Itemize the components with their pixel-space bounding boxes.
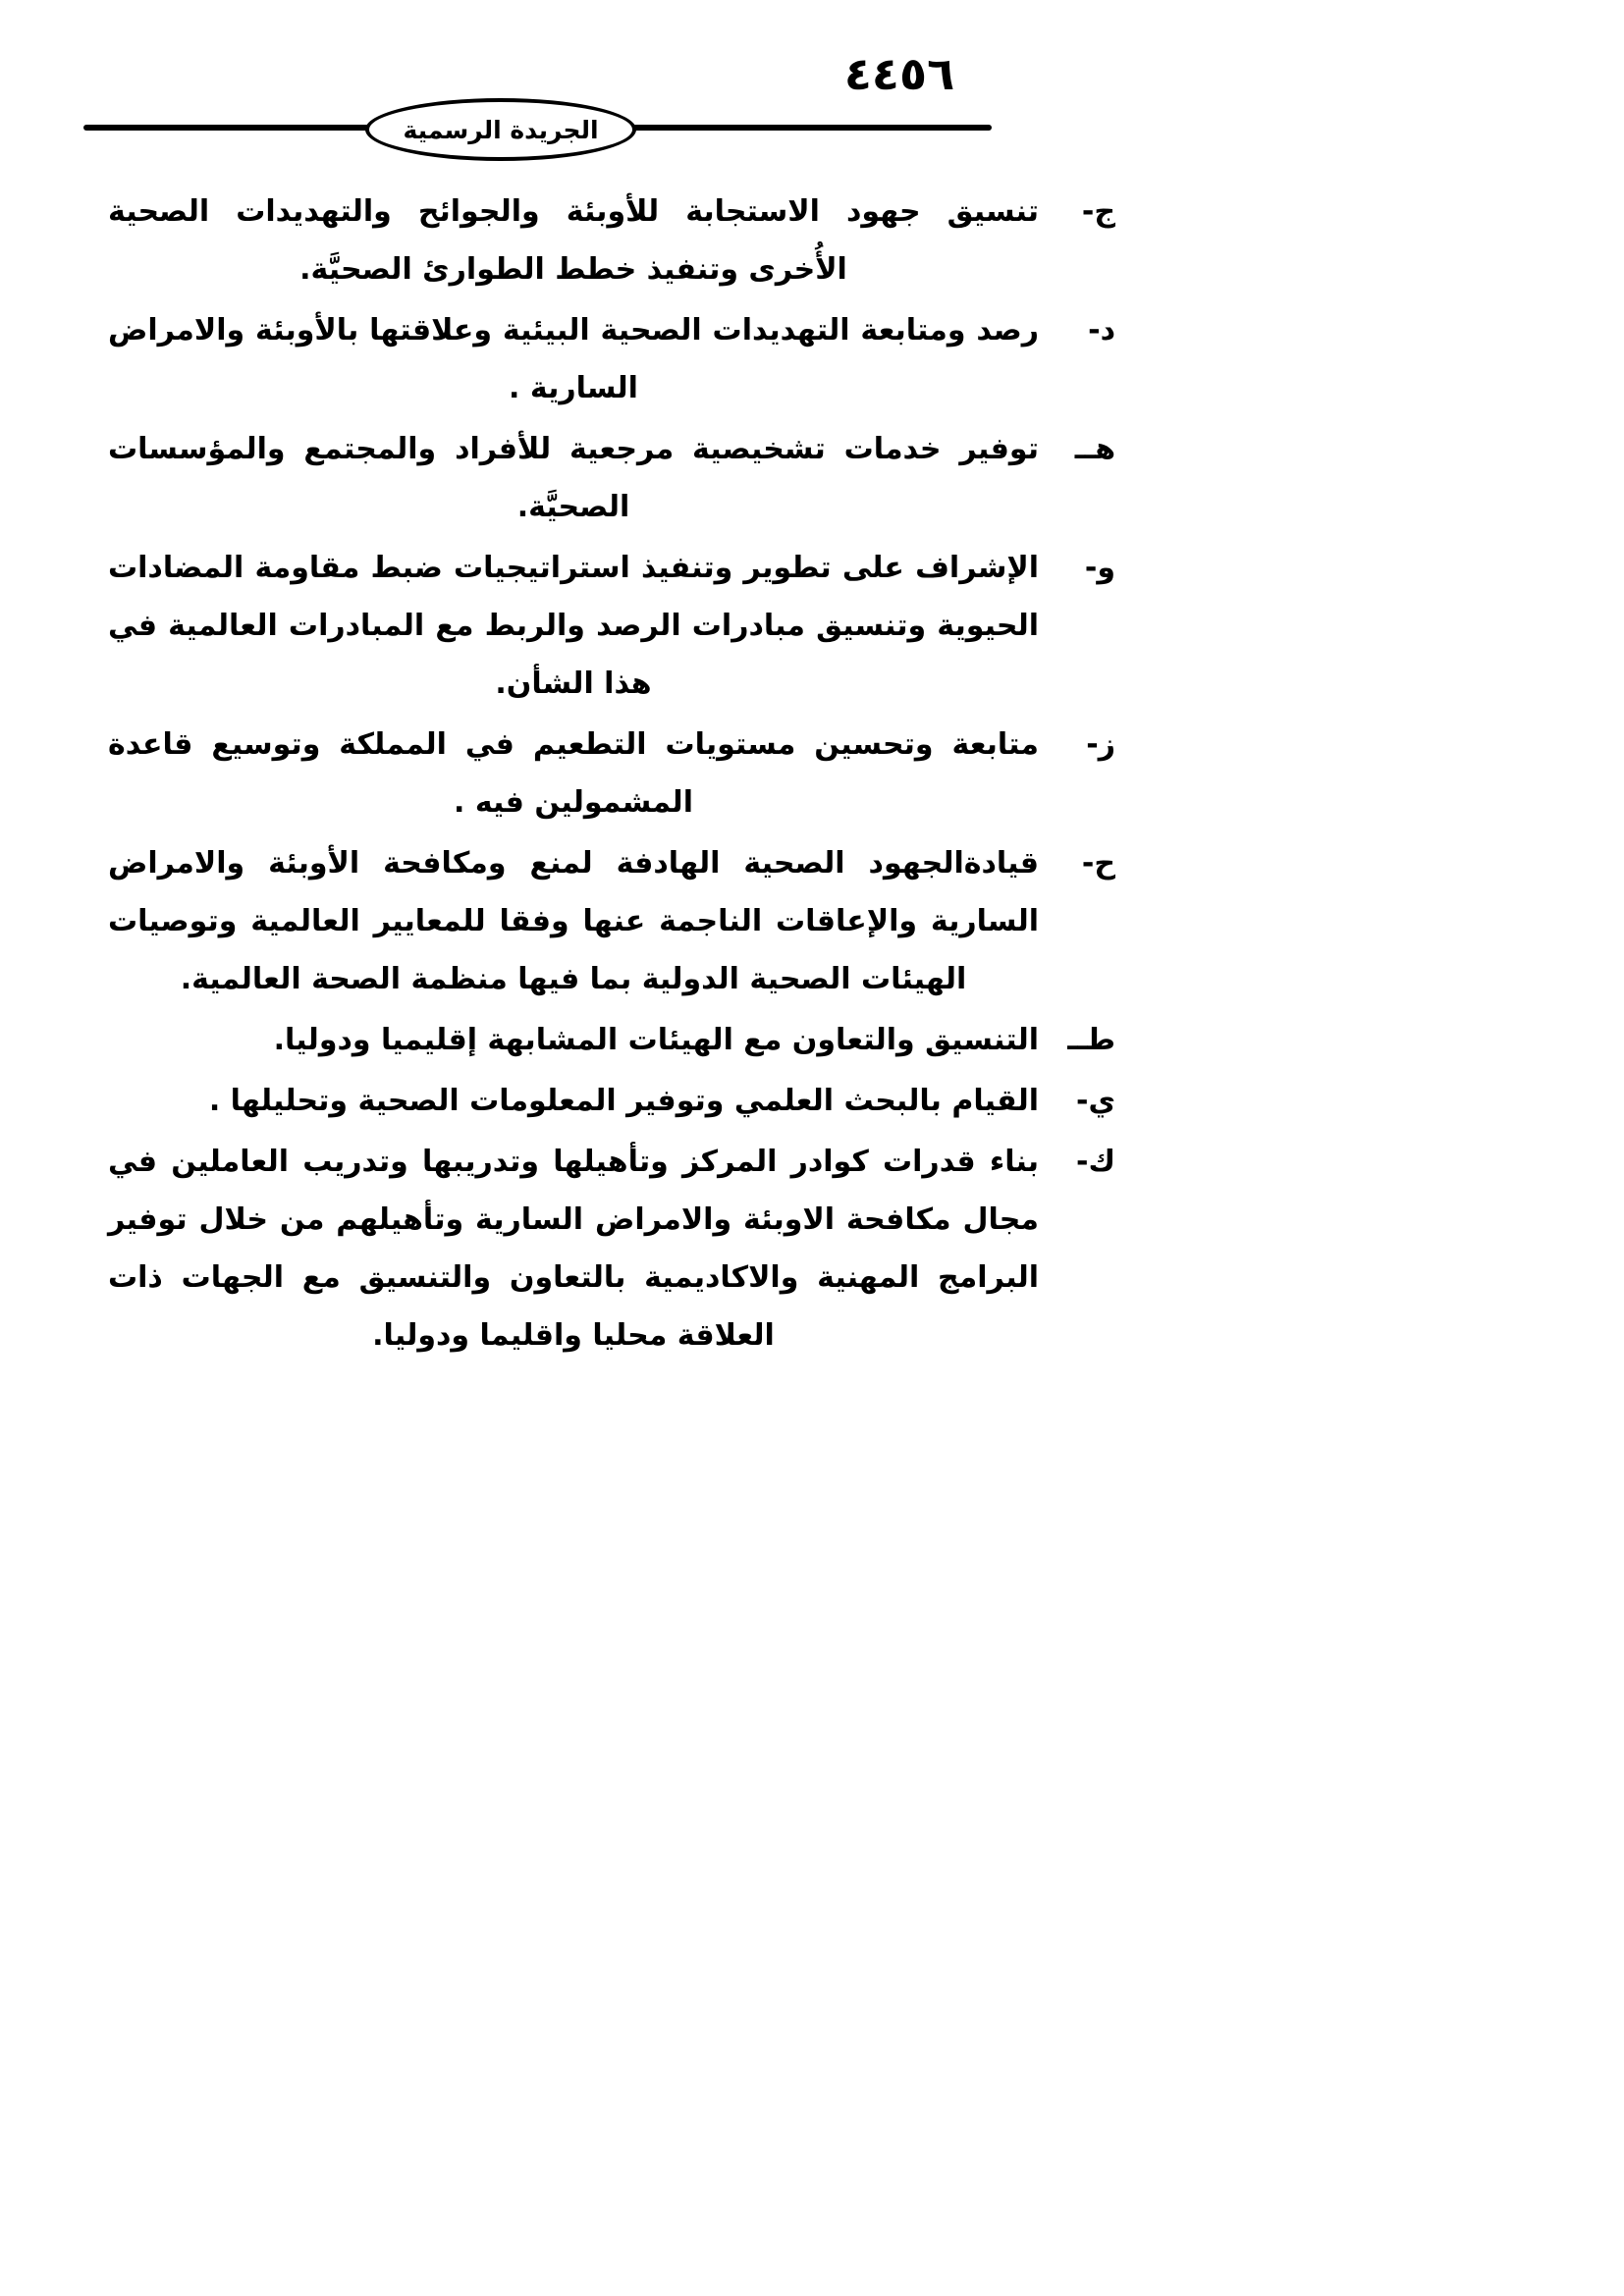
- item-text: توفير خدمات تشخيصية مرجعية للأفراد والمجتمع والمؤسسات الصحيَّة.: [108, 432, 1039, 524]
- item-marker: ز-: [1086, 727, 1115, 762]
- list-item: [108, 1072, 1115, 1130]
- gazette-title-badge: [365, 98, 636, 161]
- item-text: قيادةالجهود الصحية الهادفة لمنع ومكافحة الأوبئة والامراض السارية والإعاقات الناجمة عنها وفقا للمعايير العالمية وتوصيات الهيئات الصحية الدولية بما فيها منظمة الصحة العالمية.: [108, 846, 1039, 996]
- list-item: [108, 183, 1115, 298]
- item-marker: د-: [1088, 313, 1115, 347]
- list-item: [108, 834, 1115, 1008]
- item-marker: طــ: [1067, 1023, 1115, 1057]
- content-list: [108, 183, 1115, 1367]
- page-number: ٤٤٥٦: [843, 47, 955, 100]
- list-item: [108, 420, 1115, 536]
- item-marker: هــ: [1074, 432, 1115, 466]
- list-item: [108, 716, 1115, 831]
- item-text: متابعة وتحسين مستويات التطعيم في المملكة وتوسيع قاعدة المشمولين فيه .: [108, 727, 1039, 820]
- item-marker: ج-: [1081, 194, 1115, 229]
- list-item: [108, 301, 1115, 417]
- list-item: [108, 539, 1115, 713]
- item-text: بناء قدرات كوادر المركز وتأهيلها وتدريبها وتدريب العاملين في مجال مكافحة الاوبئة والامراض السارية وتأهيلهم من خلال توفير البرامج المهنية والاكاديمية بالتعاون والتنسيق مع الجهات ذات العلاقة محليا واقليما ودوليا.: [108, 1145, 1039, 1353]
- item-text: تنسيق جهود الاستجابة للأوبئة والجوائح والتهديدات الصحية الأُخرى وتنفيذ خطط الطوارئ الصحيَّة.: [108, 194, 1039, 287]
- gazette-title: الجريدة الرسمية: [403, 115, 599, 144]
- item-text: رصد ومتابعة التهديدات الصحية البيئية وعلاقتها بالأوبئة والامراض السارية .: [108, 313, 1039, 405]
- list-item: [108, 1011, 1115, 1069]
- list-item: [108, 1133, 1115, 1364]
- item-text: القيام بالبحث العلمي وتوفير المعلومات الصحية وتحليلها .: [208, 1084, 1039, 1118]
- item-marker: ي-: [1076, 1084, 1115, 1118]
- item-marker: ك-: [1076, 1145, 1115, 1179]
- item-marker: و-: [1084, 551, 1115, 585]
- item-text: التنسيق والتعاون مع الهيئات المشابهة إقليميا ودوليا.: [273, 1023, 1039, 1057]
- item-marker: ح-: [1081, 846, 1115, 881]
- item-text: الإشراف على تطوير وتنفيذ استراتيجيات ضبط مقاومة المضادات الحيوية وتنسيق مبادرات الرصد والربط مع المبادرات العالمية في هذا الشأن.: [108, 551, 1039, 701]
